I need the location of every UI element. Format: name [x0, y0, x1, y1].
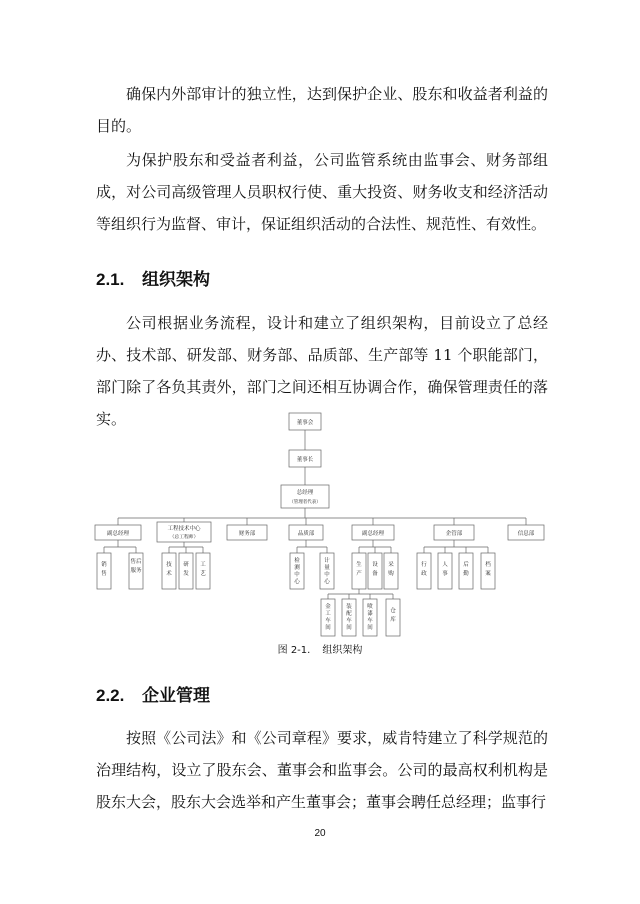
paragraph-org-structure: 公司根据业务流程，设计和建立了组织架构，目前设立了总经办、技术部、研发部、财务部、品质部、生产部等 11 个职能部门，部门除了各负其责外，部门之间还相互协调合作，确保管理责任的落实。 [96, 314, 548, 428]
org-label-sales-gm: 副总经理 [106, 531, 130, 537]
org-label-gm-sub: （管理者代表） [289, 500, 321, 505]
paragraph-governance: 按照《公司法》和《公司章程》要求，威肯特建立了科学规范的治理结构，设立了股东会、董事会和监事会。公司的最高权利机构是股东大会，股东大会选举和产生董事会；董事会聘任总经理；监事行 [96, 729, 548, 811]
org-label-hr: 人事 [442, 562, 448, 577]
section-heading-enterprise-mgmt [96, 681, 210, 706]
org-label-deputy-gm: 副总经理 [361, 531, 385, 537]
figure-caption [0, 641, 640, 656]
org-label-eng-center: 工程技术中心 [167, 526, 201, 532]
org-label-sales: 销售 [101, 562, 107, 577]
org-label-equipment: 设备 [372, 562, 378, 577]
org-label-logistics: 后勤 [463, 562, 469, 577]
org-label-quality: 品质部 [297, 531, 315, 537]
org-label-assembly-workshop: 装配车间 [346, 604, 352, 631]
org-label-metal-workshop: 金工车间 [325, 604, 331, 631]
org-label-purchase: 采购 [388, 562, 394, 577]
section-number: 2.1. [96, 270, 125, 289]
org-label-production: 生产 [356, 562, 362, 577]
org-label-finance: 财务部 [238, 531, 256, 537]
org-label-info: 信息部 [517, 531, 535, 537]
org-label-process: 工艺 [200, 562, 206, 577]
paragraph-audit-independence: 确保内外部审计的独立性，达到保护企业、股东和收益者利益的目的。 [96, 85, 548, 135]
org-label-archives: 档案 [485, 562, 491, 577]
org-label-tech: 技术 [166, 562, 172, 577]
org-label-chairman: 董事长 [296, 457, 314, 463]
org-label-board: 董事会 [296, 420, 314, 426]
org-label-research: 研发 [183, 562, 189, 577]
org-label-warehouse: 仓库 [390, 608, 396, 623]
org-label-inspection-center: 检测中心 [294, 558, 300, 585]
org-label-gm: 总经理 [296, 490, 314, 496]
paragraph-supervision-system: 为保护股东和受益者利益，公司监管系统由监事会、财务部组成，对公司高级管理人员职权行使、重大投资、财务收支和经济活动等组织行为监督、审计，保证组织活动的合法性、规范性、有效性。 [96, 151, 548, 233]
section-title: 组织架构 [142, 270, 210, 289]
org-label-admin: 行政 [421, 562, 427, 577]
org-label-eng-center-sub: （总工程师） [169, 535, 199, 540]
figure-label: 图 2-1. [277, 645, 311, 656]
page-number: 20 [314, 828, 326, 839]
org-label-enterprise: 企管部 [445, 531, 463, 537]
section-title: 企业管理 [142, 686, 210, 705]
section-number: 2.2. [96, 686, 125, 705]
org-label-after-sales: 售后服务 [130, 559, 142, 574]
org-label-metrology-center: 计量中心 [324, 558, 330, 585]
org-label-painting-workshop: 喷漆车间 [367, 604, 373, 631]
figure-title: 组织架构 [322, 645, 363, 656]
